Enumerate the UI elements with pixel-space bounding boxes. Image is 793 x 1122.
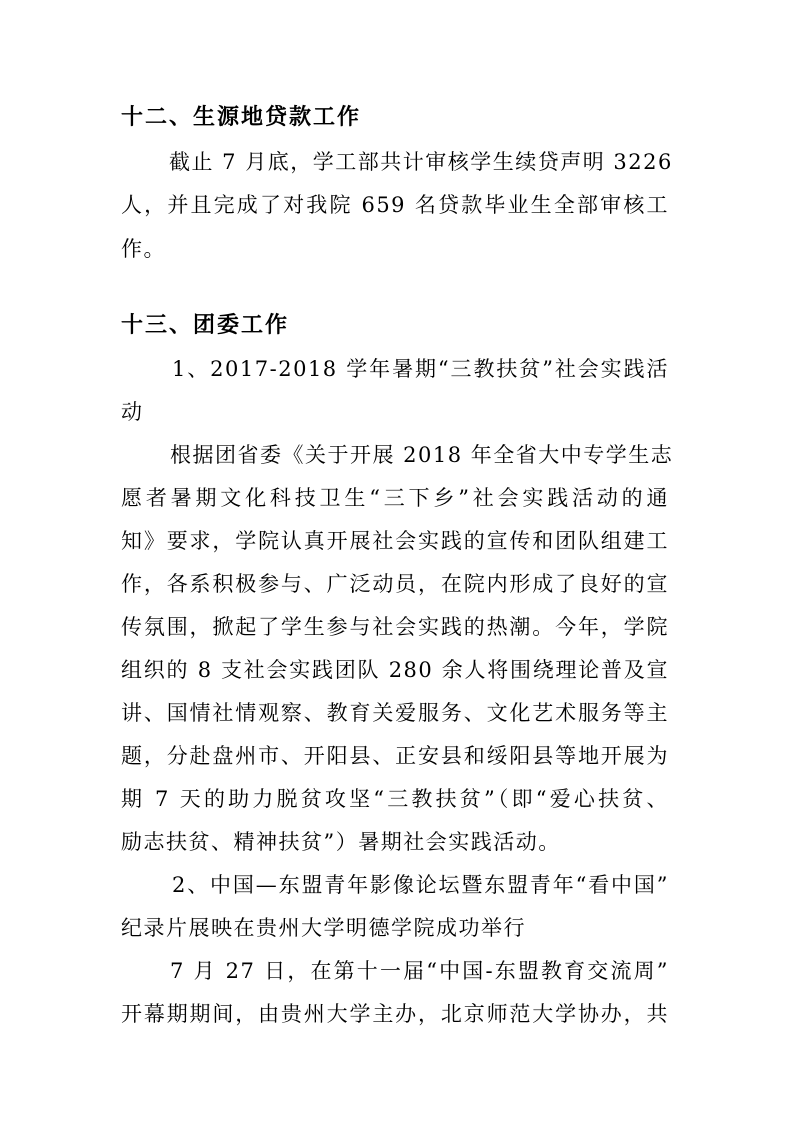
item-title-line: 纪录片展映在贵州大学明德学院成功举行 bbox=[121, 916, 526, 940]
item-title-line: 1、2017-2018 学年暑期“三教扶贫”社会实践活 bbox=[172, 357, 669, 381]
paragraph-line: 开幕期期间，由贵州大学主办，北京师范大学协办，共 bbox=[121, 1002, 669, 1026]
paragraph-line: 根据团省委《关于开展 2018 年全省大中专学生志 bbox=[170, 443, 674, 467]
paragraph-line: 作，各系积极参与、广泛动员，在院内形成了良好的宣 bbox=[121, 572, 669, 596]
paragraph-line: 讲、国情社情观察、教育关爱服务、文化艺术服务等主 bbox=[121, 701, 669, 725]
item-title-line: 2、中国—东盟青年影像论坛暨东盟青年“看中国” bbox=[172, 873, 669, 897]
paragraph-line: 作。 bbox=[121, 237, 166, 261]
paragraph-line: 组织的 8 支社会实践团队 280 余人将围绕理论普及宣 bbox=[121, 658, 669, 682]
paragraph-line: 知》要求，学院认真开展社会实践的宣传和团队组建工 bbox=[121, 529, 669, 553]
paragraph-line: 人，并且完成了对我院 659 名贷款毕业生全部审核工 bbox=[121, 193, 669, 217]
paragraph-line: 传氛围，掀起了学生参与社会实践的热潮。今年，学院 bbox=[121, 615, 669, 639]
item-title-line: 动 bbox=[121, 400, 144, 424]
section-heading-12: 十二、生源地贷款工作 bbox=[121, 105, 362, 130]
paragraph-line: 题，分赴盘州市、开阳县、正安县和绥阳县等地开展为 bbox=[121, 744, 669, 768]
paragraph-line: 截止 7 月底，学工部共计审核学生续贷声明 3226 bbox=[169, 150, 673, 174]
paragraph-line: 愿者暑期文化科技卫生“三下乡”社会实践活动的通 bbox=[121, 486, 669, 510]
section-heading-13: 十三、团委工作 bbox=[121, 313, 290, 338]
paragraph-line: 期 7 天的助力脱贫攻坚“三教扶贫”（即“爱心扶贫、 bbox=[121, 787, 669, 811]
paragraph-line: 7 月 27 日，在第十一届“中国-东盟教育交流周” bbox=[170, 959, 669, 983]
paragraph-line: 励志扶贫、精神扶贫”）暑期社会实践活动。 bbox=[121, 830, 561, 854]
